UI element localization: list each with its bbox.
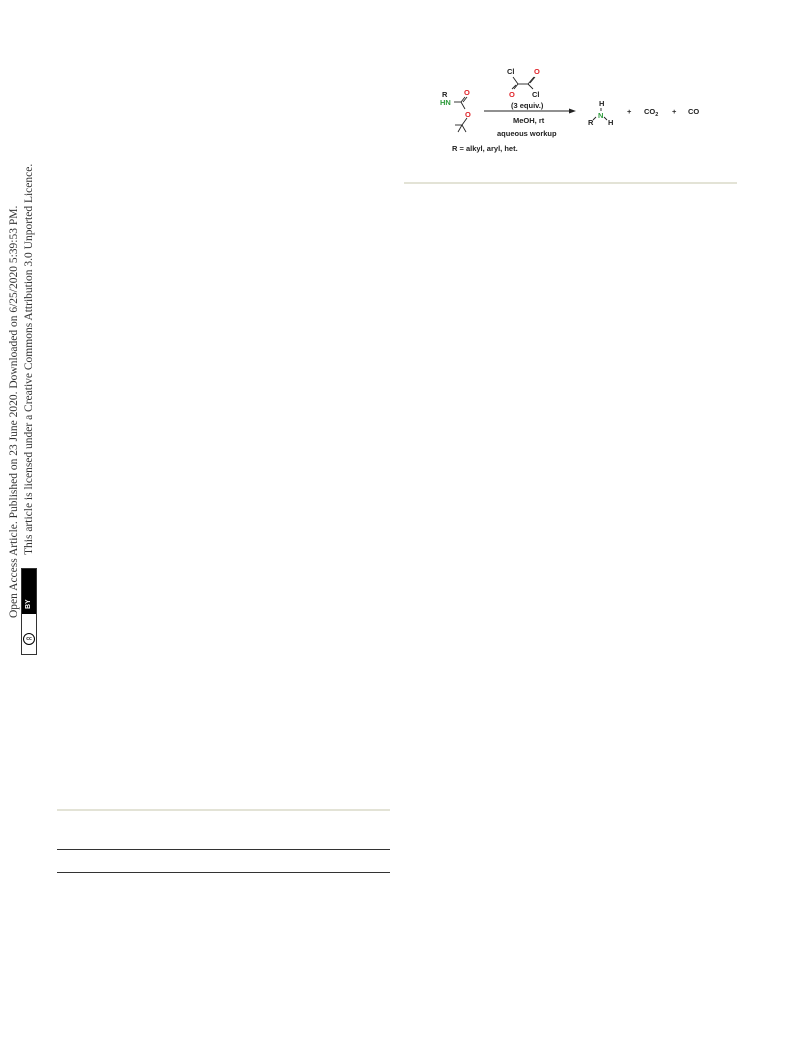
r-group-definition: R = alkyl, aryl, het. [452, 144, 518, 153]
substrate-hn: HN [440, 98, 451, 107]
product-r: R [588, 118, 594, 127]
conditions-equiv: (3 equiv.) [511, 101, 544, 110]
substrate-r: R [442, 90, 448, 99]
reagent-o-bottom: O [509, 90, 515, 99]
amine-product-structure [588, 99, 613, 127]
boc-substrate-structure [440, 88, 471, 132]
substrate-o-carbonyl: O [464, 88, 470, 97]
cc-by-label: BY [25, 599, 32, 609]
reagent-cl-bottom: Cl [532, 90, 540, 99]
substrate-o-ester: O [465, 110, 471, 119]
license-sidebar [0, 0, 60, 1039]
reaction-scheme [430, 58, 720, 158]
cc-by-badge-icon[interactable] [21, 568, 37, 655]
cc-logo-icon: cc [23, 633, 35, 645]
license-line-1: Open Access Article. Published on 23 June 2020. Downloaded on 6/25/2020 5:39:53 PM. [8, 205, 20, 618]
product-h-top: H [599, 99, 605, 108]
conditions-workup: aqueous workup [497, 129, 557, 138]
table-top-rule [57, 809, 390, 811]
plus-sign-1: + [627, 107, 632, 116]
license-line-2[interactable]: This article is licensed under a Creative Commons Attribution 3.0 Unported Licence. [23, 163, 35, 555]
co2-label: $CO_2$ [644, 107, 659, 118]
reagent-o-top: O [534, 67, 540, 76]
product-n: N [598, 111, 604, 120]
co2-product [644, 107, 658, 118]
table-header-rule [57, 849, 390, 850]
reaction-arrow [484, 101, 576, 138]
oxalyl-chloride-structure [507, 67, 540, 99]
product-h-right: H [608, 118, 614, 127]
co-product: CO [688, 107, 700, 116]
reagent-cl-top: Cl [507, 67, 515, 76]
section-divider-top [404, 182, 737, 184]
plus-sign-2: + [672, 107, 677, 116]
conditions-solvent: MeOH, rt [513, 116, 545, 125]
table-body-rule [57, 872, 390, 873]
